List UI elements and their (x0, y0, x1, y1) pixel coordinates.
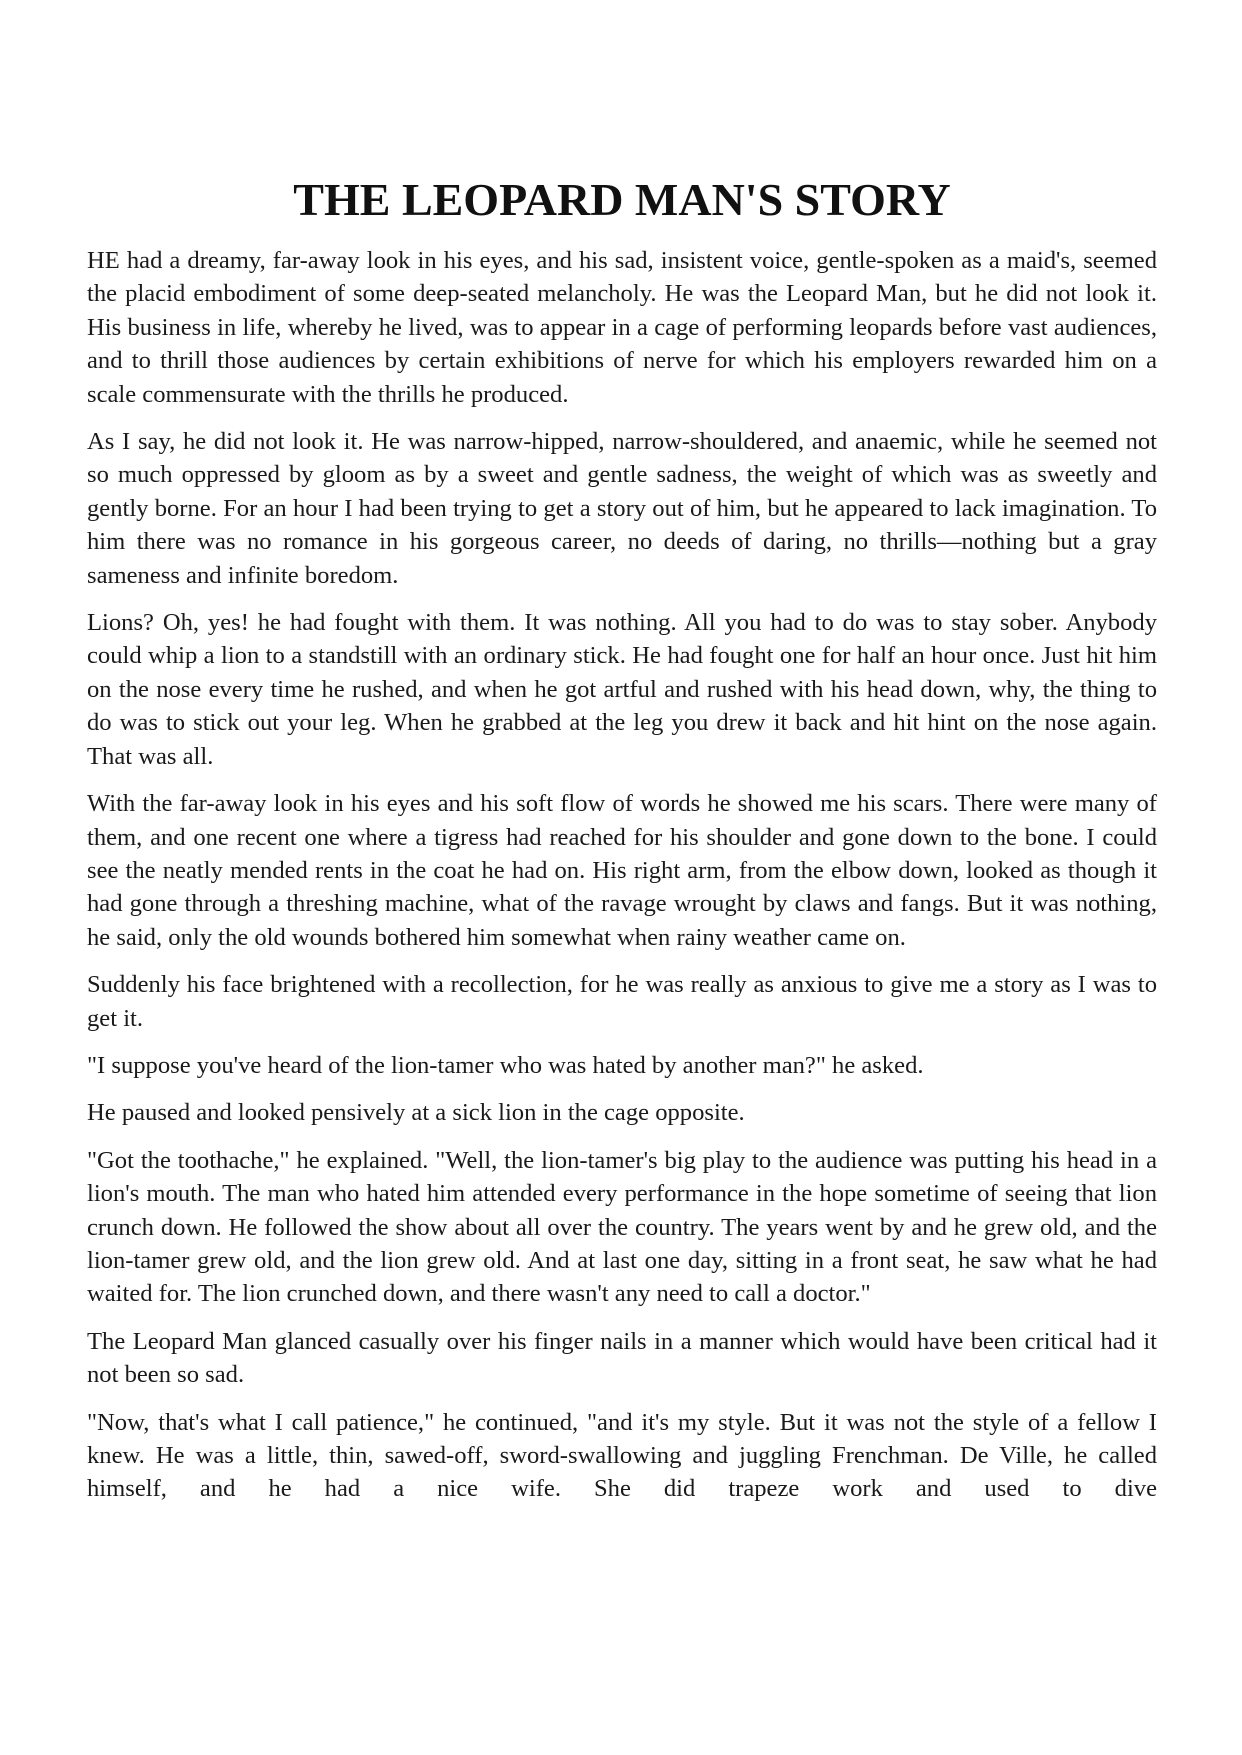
paragraph-2: As I say, he did not look it. He was narrow-hipped, narrow-shouldered, and anaemic, while he seemed not so much oppressed by gloom as by a sweet and gentle sadness, the weight of which was as sweetly and gently borne. For an hour I had been trying to get a story out of him, but he appeared to lack imagination. To him there was no romance in his gorgeous career, no deeds of daring, no thrills—nothing but a gray sameness and infinite boredom. (87, 428, 1157, 589)
paragraph-9: The Leopard Man glanced casually over his finger nails in a manner which would have been critical had it not been so sad. (87, 1327, 1157, 1389)
paragraph-4: With the far-away look in his eyes and his soft flow of words he showed me his scars. There were many of them, and one recent one where a tigress had reached for his shoulder and gone down to the bone. I could see the neatly mended rents in the coat he had on. His right arm, from the elbow down, looked as though it had gone through a threshing machine, what of the ravage wrought by claws and fangs. But it was nothing, he said, only the old wounds bothered him somewhat when rainy weather came on. (87, 790, 1157, 951)
paragraph-8: "Got the toothache," he explained. "Well, the lion-tamer's big play to the audience was putting his head in a lion's mouth. The man who hated him attended every performance in the hope sometime of seeing that lion crunch down. He followed the show about all over the country. The years went by and he grew old, and the lion-tamer grew old, and the lion grew old. And at last one day, sitting in a front seat, he saw what he had waited for. The lion crunched down, and there wasn't any need to call a doctor." (87, 1146, 1157, 1308)
paragraph-1: HE had a dreamy, far-away look in his eyes, and his sad, insistent voice, gentle-spoken as a maid's, seemed the placid embodiment of some deep-seated melancholy. He was the Leopard Man, but he did not look it. His business in life, whereby he lived, was to appear in a cage of performing leopards before vast audiences, and to thrill those audiences by certain exhibitions of nerve for which his employers rewarded him on a scale commensurate with the thrills he produced. (87, 247, 1157, 408)
paragraph-3: Lions? Oh, yes! he had fought with them. It was nothing. All you had to do was to stay sober. Anybody could whip a lion to a standstill with an ordinary stick. He had fought one for half an hour once. Just hit him on the nose every time he rushed, and when he got artful and rushed with his head down, why, the thing to do was to stick out your leg. When he grabbed at the leg you drew it back and hit hint on the nose again. That was all. (87, 609, 1157, 770)
paragraph-7: He paused and looked pensively at a sick lion in the cage opposite. (87, 1099, 745, 1127)
story-title: THE LEOPARD MAN'S STORY (293, 174, 951, 225)
paragraph-6: "I suppose you've heard of the lion-tamer who was hated by another man?" he asked. (87, 1051, 924, 1079)
paragraph-10: "Now, that's what I call patience," he continued, "and it's my style. But it was not the style of a fellow I knew. He was a little, thin, sawed-off, sword-swallowing and juggling Frenchman. De Ville, he called himself, and he had a nice wife. She did trapeze work and used to dive (87, 1408, 1157, 1503)
paragraph-5: Suddenly his face brightened with a recollection, for he was really as anxious to give me a story as I was to get it. (87, 971, 1157, 1032)
